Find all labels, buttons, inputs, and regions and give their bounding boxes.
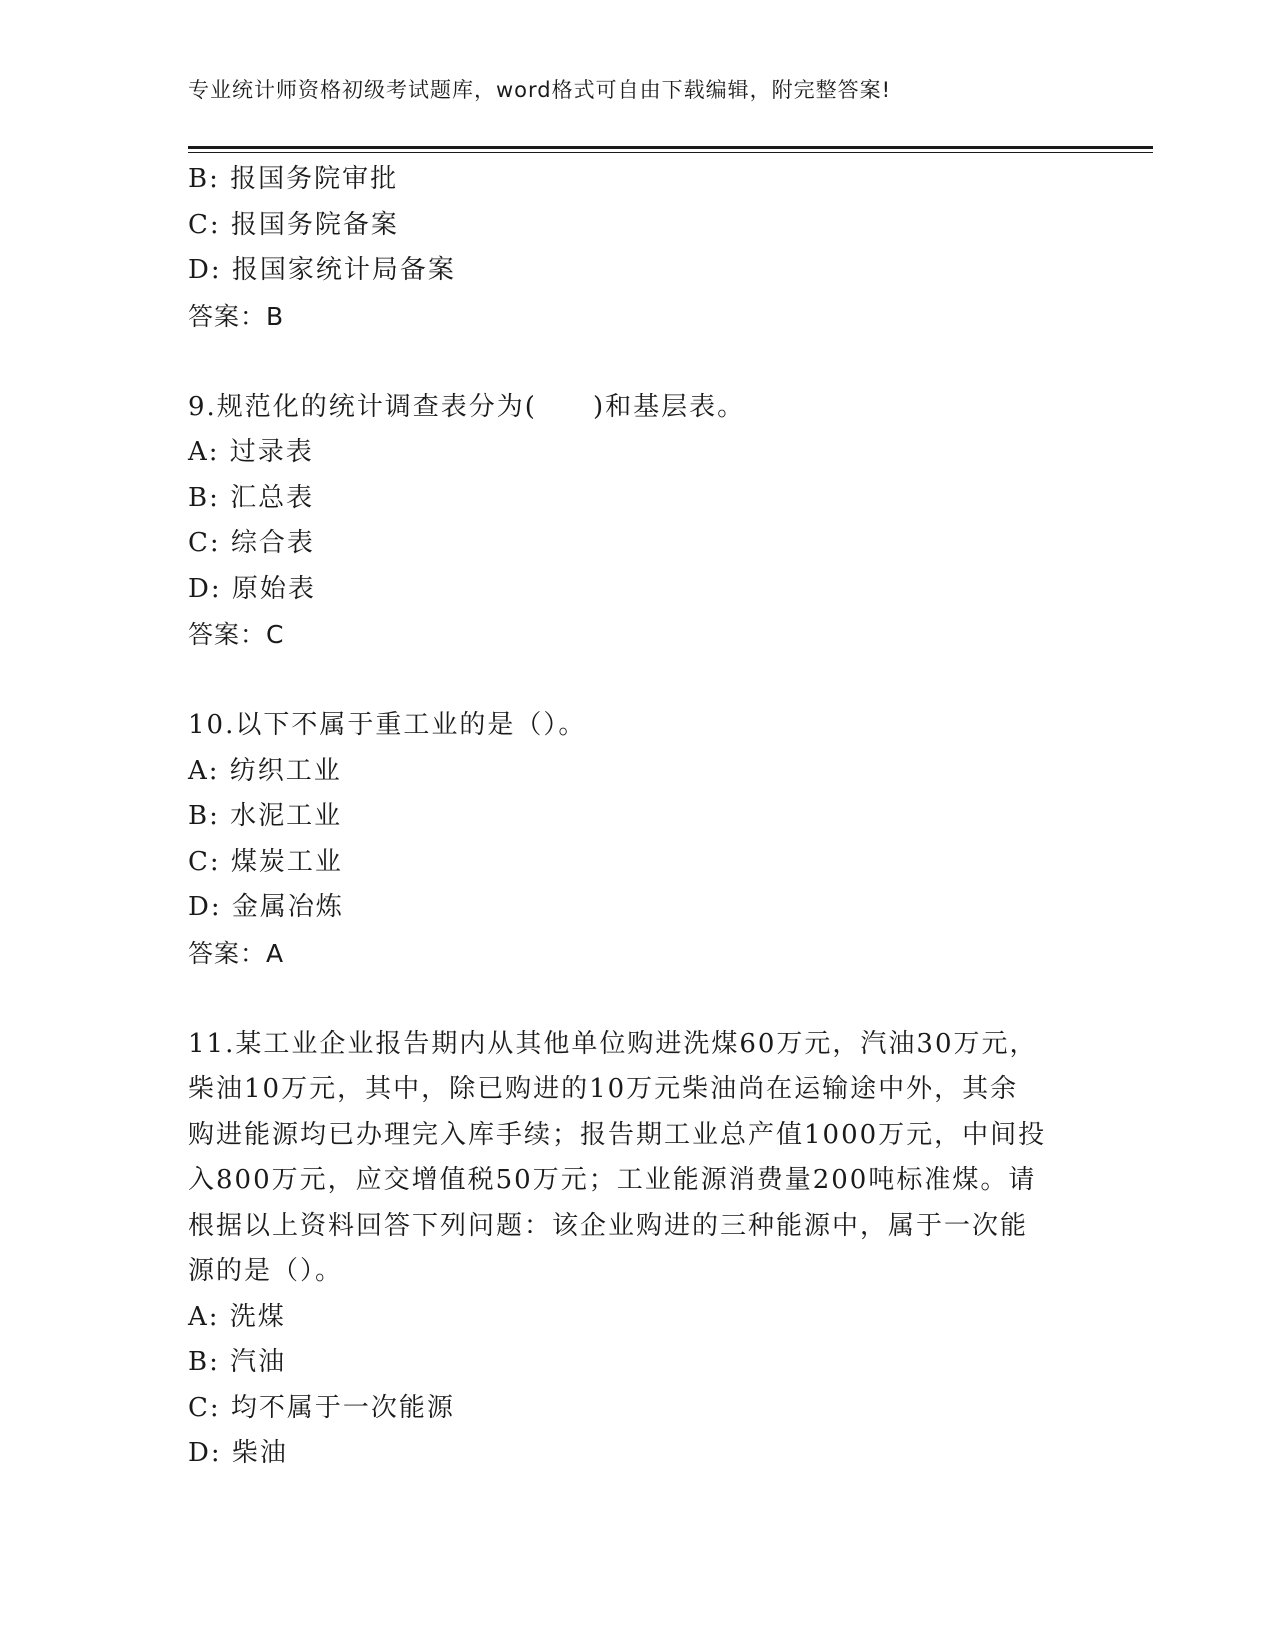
option-b: B: 汇总表 — [188, 482, 315, 513]
option-b: B: 报国务院审批 — [188, 164, 399, 194]
option-a: A: 过录表 — [188, 437, 314, 467]
option-a: A: 洗煤 — [188, 1301, 286, 1332]
option-c: C: 综合表 — [188, 528, 315, 558]
spacer — [188, 658, 1088, 704]
option-a: A: 纺织工业 — [188, 755, 342, 786]
question-9 — [188, 385, 1088, 658]
answer: 答案：B — [188, 301, 285, 331]
answer: 答案：A — [188, 938, 285, 968]
header-rule-thin — [188, 152, 1153, 153]
spacer — [188, 976, 1088, 1022]
question-stem: 10.以下不属于重工业的是（）。 — [188, 710, 587, 740]
question-stem-line: 根据以上资料回答下列问题：该企业购进的三种能源中，属于一次能 — [188, 1210, 1029, 1241]
question-stem-line: 柴油10万元，其中，除已购进的10万元柴油尚在运输途中外，其余 — [188, 1074, 1019, 1104]
page-header: 专业统计师资格初级考试题库，word格式可自由下载编辑，附完整答案! — [188, 78, 892, 102]
question-8 — [188, 157, 1088, 339]
question-stem-line: 购进能源均已办理完入库手续；报告期工业总产值1000万元，中间投 — [188, 1119, 1047, 1150]
option-d: D: 柴油 — [188, 1438, 288, 1468]
option-c: C: 均不属于一次能源 — [188, 1392, 455, 1423]
question-stem-line: 源的是（）。 — [188, 1256, 344, 1286]
option-b: B: 汽油 — [188, 1347, 287, 1377]
header-rule — [188, 146, 1153, 149]
option-c: C: 报国务院备案 — [188, 209, 399, 240]
question-stem-line: 入800万元，应交增值税50万元；工业能源消费量200吨标准煤。请 — [188, 1165, 1037, 1195]
question-10 — [188, 703, 1088, 976]
option-d: D: 报国家统计局备案 — [188, 255, 456, 285]
question-stem-line: 11.某工业企业报告期内从其他单位购进洗煤60万元，汽油30万元， — [188, 1028, 1038, 1059]
option-d: D: 原始表 — [188, 573, 316, 604]
question-11 — [188, 1022, 1088, 1477]
option-d: D: 金属冶炼 — [188, 892, 344, 922]
spacer — [188, 339, 1088, 385]
question-stem: 9.规范化的统计调查表分为( )和基层表。 — [188, 391, 746, 422]
option-b: B: 水泥工业 — [188, 801, 343, 831]
question-content — [188, 157, 1088, 1477]
answer: 答案：C — [188, 620, 285, 649]
option-c: C: 煤炭工业 — [188, 846, 343, 877]
